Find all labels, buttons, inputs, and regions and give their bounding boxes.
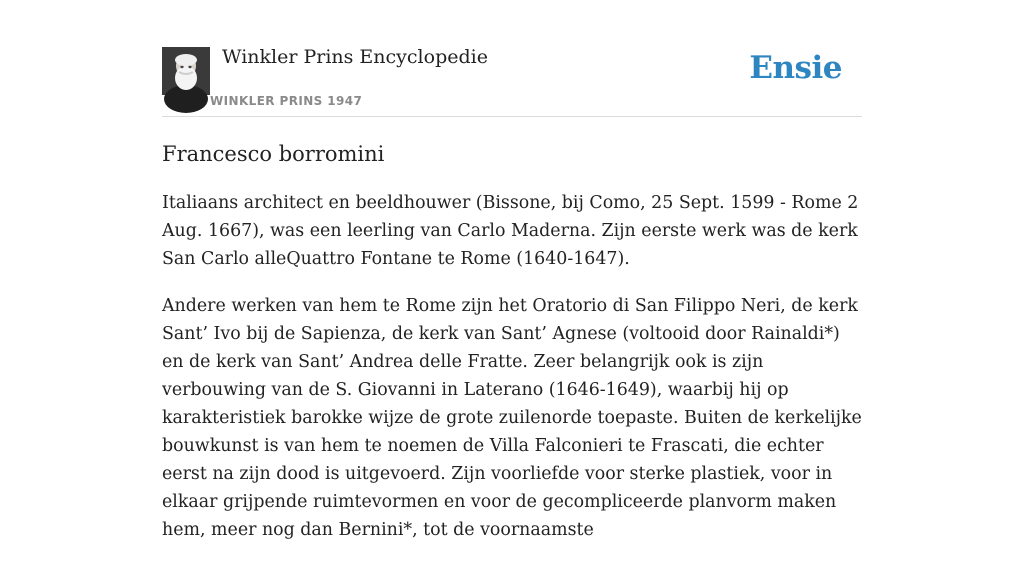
publication-name[interactable]: Winkler Prins Encyclopedie: [222, 46, 488, 68]
ensie-logo-link[interactable]: Ensie: [749, 50, 842, 86]
publication-subtitle: WINKLER PRINS 1947: [210, 94, 363, 108]
article-paragraph: Andere werken van hem te Rome zijn het Oratorio di San Filippo Neri, de kerk Sant’ Ivo bij de Sapienza, de kerk van Sant’ Agnese (voltooid door Rainaldi*) en de kerk van Sant’ Andrea delle Fratte. Zeer belangrijk ook is zijn verbouwing van de S. Giovanni in Laterano (1646-1649), waarbij hij op karakteristiek barokke wijze de grote zuilenorde toepaste. Buiten de kerkelijke bouwkunst is van hem te noemen de Villa Falconieri te Frascati, die echter eerst na zijn dood is uitgevoerd. Zijn voorliefde voor sterke plastiek, voor in elkaar grijpende ruimtevormen en voor de gecompliceerde planvorm maken hem, meer nog dan Bernini*, tot de voornaamste: [162, 296, 862, 540]
publication-avatar[interactable]: [162, 47, 210, 95]
article: [162, 138, 862, 563]
bearded-man-portrait-icon: [162, 47, 210, 95]
article-paragraph: Italiaans architect en beeldhouwer (Bissone, bij Como, 25 Sept. 1599 - Rome 2 Aug. 1667), was een leerling van Carlo Maderna. Zijn eerste werk was de kerk San Carlo alleQuattro Fontane te Rome (1640-1647).: [162, 193, 859, 269]
publication-header: [162, 0, 862, 117]
article-title: Francesco borromini: [162, 142, 385, 166]
